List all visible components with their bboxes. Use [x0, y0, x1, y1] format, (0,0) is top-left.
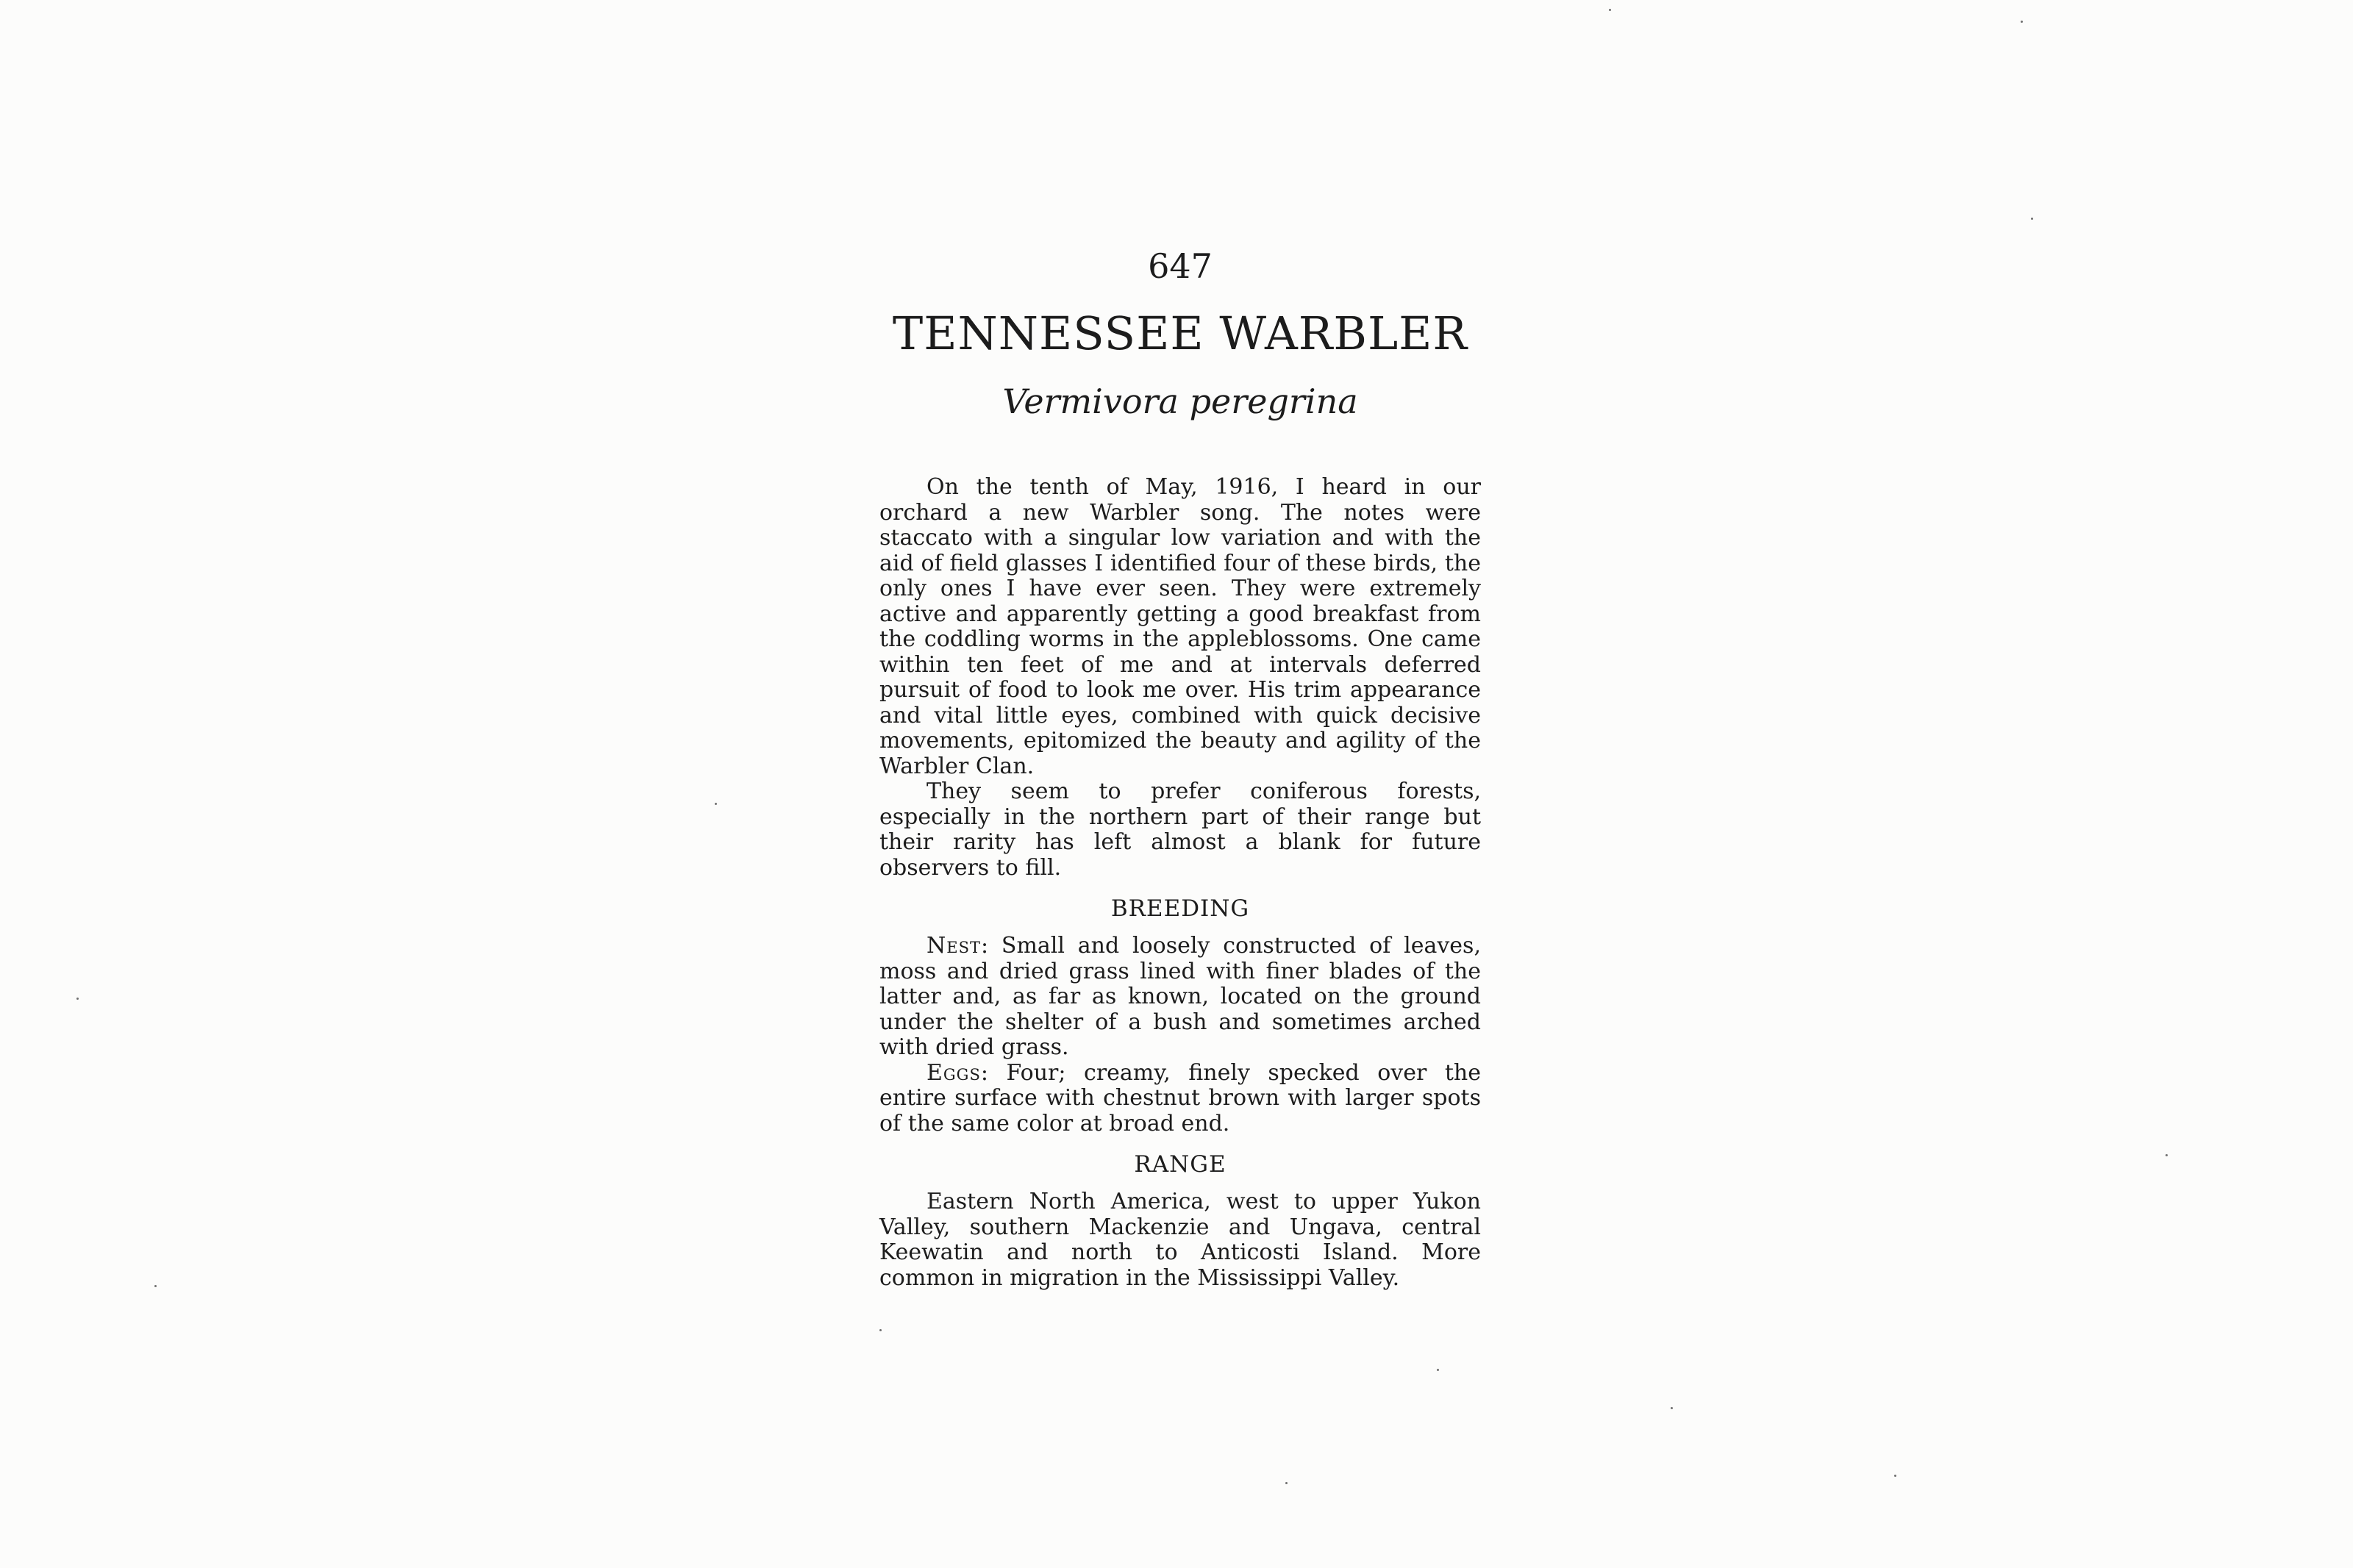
paper-speck — [879, 1329, 882, 1331]
paper-speck — [1285, 1482, 1288, 1484]
paper-speck — [2021, 21, 2023, 23]
paper-speck — [1437, 1369, 1439, 1371]
paper-speck — [1671, 1407, 1673, 1409]
nest-paragraph: Nest: Small and loosely constructed of leaves, moss and dried grass lined with finer blades of the latter and, as far as known, located on the ground under the shelter of a bush and sometimes arched with dried grass. — [879, 933, 1481, 1060]
range-paragraph: Eastern North America, west to upper Yukon Valley, southern Mackenzie and Ungava, central Keewatin and north to Anticosti Island. More common in migration in the Mississippi Valley. — [879, 1189, 1481, 1291]
nest-text: Small and loosely constructed of leaves, moss and dried grass lined with finer blades of the latter and, as far as known, located on the ground under the shelter of a bush and sometimes arched with dried grass. — [879, 933, 1481, 1060]
eggs-label: Eggs — [926, 1059, 981, 1086]
plate-number: 647 — [1148, 246, 1213, 286]
paper-speck — [76, 998, 79, 1000]
paper-speck — [2031, 218, 2033, 220]
paper-speck — [154, 1285, 157, 1287]
intro-paragraph-2: They seem to prefer coniferous forests, especially in the northern part of their range but their rarity has left almost a blank for future observers to fill. — [879, 778, 1481, 881]
paper-speck — [1609, 9, 1611, 11]
intro-paragraph-1: On the tenth of May, 1916, I heard in our orchard a new Warbler song. The notes were staccato with a singular low variation and with the aid of field glasses I identified four of these birds, the only ones I have ever seen. They were extremely active and apparently getting a good breakfast from the coddling worms in the appleblossoms. One came within ten feet of me and at intervals deferred pursuit of food to look me over. His trim appearance and vital little eyes, combined with quick decisive movements, epitomized the beauty and agility of the Warbler Clan. — [879, 474, 1481, 779]
range-heading: RANGE — [1134, 1151, 1227, 1178]
breeding-heading: BREEDING — [1110, 895, 1250, 922]
eggs-text: Four; creamy, finely specked over the entire surface with chestnut brown with larger spots of the same color at broad end. — [879, 1059, 1481, 1136]
scientific-name: Vermivora peregrina — [1002, 382, 1358, 421]
eggs-paragraph: Eggs: Four; creamy, finely specked over the entire surface with chestnut brown with larger spots of the same color at broad end. — [879, 1059, 1481, 1136]
text-column — [879, 243, 1481, 1291]
nest-label: Nest — [926, 933, 981, 959]
species-title: TENNESSEE WARBLER — [892, 307, 1468, 360]
paper-speck — [715, 803, 717, 805]
paper-speck — [2165, 1154, 2168, 1156]
paper-speck — [1894, 1475, 1896, 1477]
